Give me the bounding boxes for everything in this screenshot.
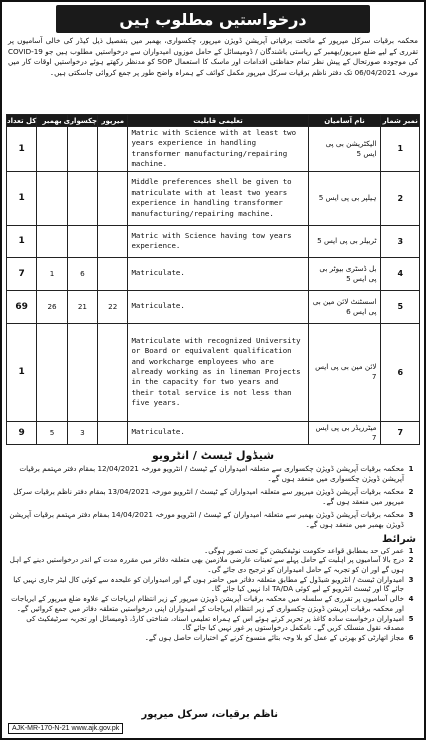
header-total: کل تعداد	[6, 116, 37, 125]
chakswari-cell	[67, 323, 97, 421]
vacancies-table	[6, 114, 420, 445]
item-text: درج بالا آسامیوں پر اہلیت کے حامل پہلے سے تعینات عارضی ملازمین بھی متعلقہ دفاتر میں مقررہ مدت کے اندر درخواستیں دینے کے اہل ہوں گے اور ان کو تجربہ کے حامل امیدواران کو ترجیح دی جائے گی۔	[9, 556, 404, 575]
total-cell: 1	[7, 323, 37, 421]
chakswari-cell	[67, 171, 97, 225]
item-number: 2	[408, 486, 414, 496]
item-number: 5	[408, 614, 414, 623]
list-item	[8, 556, 418, 575]
conditions-list	[6, 547, 420, 644]
sno-cell: 3	[381, 225, 420, 257]
total-cell: 69	[7, 290, 37, 323]
list-item	[8, 510, 418, 531]
item-number: 6	[408, 633, 414, 642]
table-header-row	[7, 115, 420, 127]
item-number: 2	[408, 556, 414, 565]
table-row	[7, 290, 420, 323]
list-item	[8, 615, 418, 634]
item-text: عمر کی حد بمطابق قواعد حکومت نوٹیفکیشن کے تحت تصور ہوگی۔	[204, 546, 404, 555]
post-cell: الیکٹریشن بی پی ایس 5	[308, 127, 381, 172]
conditions-title: شرائط	[382, 533, 416, 545]
chakswari-cell: 3	[67, 421, 97, 444]
sno-cell: 6	[381, 323, 420, 421]
chakswari-cell: 21	[67, 290, 97, 323]
bhimber-cell	[37, 323, 67, 421]
table-row	[7, 323, 420, 421]
qualification-cell: Matric with Science having tow years experience.	[128, 225, 308, 257]
bhimber-cell: 26	[37, 290, 67, 323]
post-cell: ہیلپر بی پی ایس 5	[308, 171, 381, 225]
table-row	[7, 171, 420, 225]
qualification-cell: Matriculate.	[128, 290, 308, 323]
post-cell: میٹرریڈر بی پی ایس 7	[308, 421, 381, 444]
item-number: 4	[408, 595, 414, 604]
total-cell: 7	[7, 257, 37, 290]
item-number: 3	[408, 509, 414, 519]
table-row	[7, 225, 420, 257]
mirpur-cell	[98, 257, 128, 290]
ad-code: AJK-MR-170-N-21 www.ajk.gov.pk	[8, 723, 123, 734]
list-item	[8, 576, 418, 595]
header-bhimber: بھمبر	[37, 115, 67, 127]
post-cell: اسسٹنٹ لائن مین بی پی ایس 6	[308, 290, 381, 323]
total-cell: 1	[7, 171, 37, 225]
list-item	[8, 487, 418, 508]
mirpur-cell	[98, 171, 128, 225]
sno-cell: 2	[381, 171, 420, 225]
bhimber-cell: 5	[37, 421, 67, 444]
total-cell: 1	[7, 225, 37, 257]
total-cell: 9	[7, 421, 37, 444]
qualification-cell: Middle preferences shell be given to matriculate with at least two years experience in handling transformer manufacturing/repairing machine.	[128, 171, 308, 225]
item-number: 3	[408, 575, 414, 584]
sno-cell: 5	[381, 290, 420, 323]
bhimber-cell	[37, 171, 67, 225]
sno-cell: 4	[381, 257, 420, 290]
qualification-cell: Matriculate.	[128, 421, 308, 444]
mirpur-cell: 22	[98, 290, 128, 323]
intro-paragraph	[6, 36, 420, 112]
chakswari-cell	[67, 225, 97, 257]
mirpur-cell	[98, 225, 128, 257]
header-post: نام آسامیان	[308, 115, 381, 127]
signature: ناظم برقیات، سرکل میرپور	[141, 709, 278, 720]
mirpur-cell	[98, 323, 128, 421]
schedule-list	[6, 464, 420, 531]
post-cell: ٹربیلر بی پی ایس 5	[308, 225, 381, 257]
table-row	[7, 127, 420, 172]
bhimber-cell: 1	[37, 257, 67, 290]
sno-cell: 1	[381, 127, 420, 172]
post-cell: لائن مین بی پی ایس 7	[308, 323, 381, 421]
item-text: محکمہ برقیات آپریشن ڈویژن میرپور سے متعلقہ امیدواران کے ٹیسٹ / انٹرویو مورخہ 13/04/2021 بمقام دفتر ناظم برقیات سرکل میرپور میں منعقد ہوں گے۔	[13, 486, 404, 507]
chakswari-cell	[67, 127, 97, 172]
item-text: مجاز اتھارٹی کو بھرتی کے عمل کو بلا وجہ بتائے منسوخ کرنے کے اختیارات حاصل ہوں گے۔	[144, 633, 404, 642]
item-number: 1	[408, 546, 414, 555]
list-item	[8, 547, 418, 557]
header-chakswari: چکسواری	[63, 116, 98, 125]
schedule-title: شیڈول ٹیسٹ / انٹرویو	[151, 448, 275, 462]
total-cell: 1	[7, 127, 37, 172]
item-text: محکمہ برقیات آپریشن ڈویژن بھمبر سے متعلقہ امیدواران کے ٹیسٹ / انٹرویو مورخہ 14/04/2021 بمقام دفتر مہتمم برقیات آپریشن ڈویژن بھمبر میں منعقد ہوں گے۔	[9, 509, 404, 530]
list-item	[8, 595, 418, 614]
chakswari-cell: 6	[67, 257, 97, 290]
post-cell: بل ڈسٹری بیوٹر بی پی ایس 5	[308, 257, 381, 290]
item-text: محکمہ برقیات آپریشن ڈویژن چکسواری سے متعلقہ امیدواران کے ٹیسٹ / انٹرویو مورخہ 12/04/2021 بمقام دفتر مہتمم برقیات آپریشن ڈویژن چکسواری میں منعقد ہوں گے۔	[19, 463, 404, 484]
list-item	[8, 464, 418, 485]
table-row	[7, 257, 420, 290]
header-qualification: تعلیمی قابلیت	[128, 115, 308, 127]
list-item	[8, 634, 418, 644]
item-number: 1	[408, 463, 414, 473]
qualification-cell: Matriculate with recognized University or Board or equivalent qualification and workcharge employees who are already working as in lineman Projects in the capacity for two years and their total service is not less than five years.	[128, 323, 308, 421]
qualification-cell: Matriculate.	[128, 257, 308, 290]
header-sno: نمبر شمار	[382, 116, 418, 125]
item-text: خالی آسامیوں پر تقرری کے سلسلہ میں محکمہ برقیات آپریشن ڈویژن میرپور کے زیر انتظام ایریاجات کے علاوہ ضلع میرپور کے ایریاجات اور محکمہ برقیات آپریشن ڈویژن چکسواری کے زیر انتظام ایریاجات کے امیدواران اپنی درخواستیں متعلقہ دفاتر میں جمع کروائیں گے۔	[11, 595, 404, 613]
item-text: امیدواران درخواست سادہ کاغذ پر تحریر کرتے ہوئے اس کے ہمراہ تعلیمی اسناد، شناختی کارڈ، ڈومیسائل اور تجربہ سرٹیفکیٹ کی مصدقہ نقول منسلک کریں گے۔ نامکمل درخواستوں پر غور نہیں کیا جائے گا۔	[26, 614, 404, 633]
intro-text: محکمہ برقیات سرکل میرپور کے ماتحت برقیاتی آپریشن ڈویژن میرپور، چکسواری، بھمبر میں بتفصیل ذیل کیڈر کی خالی آسامیوں پر تقرری کے لیے ضلع میرپور/بھمبر کے ریاستی باشندگان / ڈومیسائل کے حامل موزوں امیدواران سے درخواستیں مطلوب ہیں جو COVID-19 کی موجودہ صورتحال کے پیش نظر تمام حفاظتی اقدامات اور ماسک کا استعمال SOP کو مدنظر رکھتے ہوئے درخواستیں اوقات کار میں مورخہ 06/04/2021 تک دفتر ناظم برقیات سرکل میرپور مکمل کوائف کے ہمراہ واضح طور پر جمع کروائی جاسکتی ہیں۔	[8, 36, 418, 77]
sno-cell: 7	[381, 421, 420, 444]
mirpur-cell	[98, 127, 128, 172]
footer	[8, 694, 418, 734]
header-mirpur: میرپور	[98, 115, 128, 127]
bhimber-cell	[37, 225, 67, 257]
qualification-cell: Matric with Science with at least two years experience in handling transformer manufacturing/repairing machine.	[128, 127, 308, 172]
item-text: امیدواران ٹیسٹ / انٹرویو شیڈول کے مطابق متعلقہ دفاتر میں حاضر ہوں گے اور امیدواران کو علیحدہ سے کوئی کال لیٹر جاری نہیں کیا جائے گا اور ٹیسٹ انٹرویو کے لیے کوئی TA/DA ادا نہیں کیا جائے گا۔	[13, 575, 404, 594]
mirpur-cell	[98, 421, 128, 444]
bhimber-cell	[37, 127, 67, 172]
table-row	[7, 421, 420, 444]
page-title: درخواستیں مطلوب ہیں	[56, 5, 370, 33]
